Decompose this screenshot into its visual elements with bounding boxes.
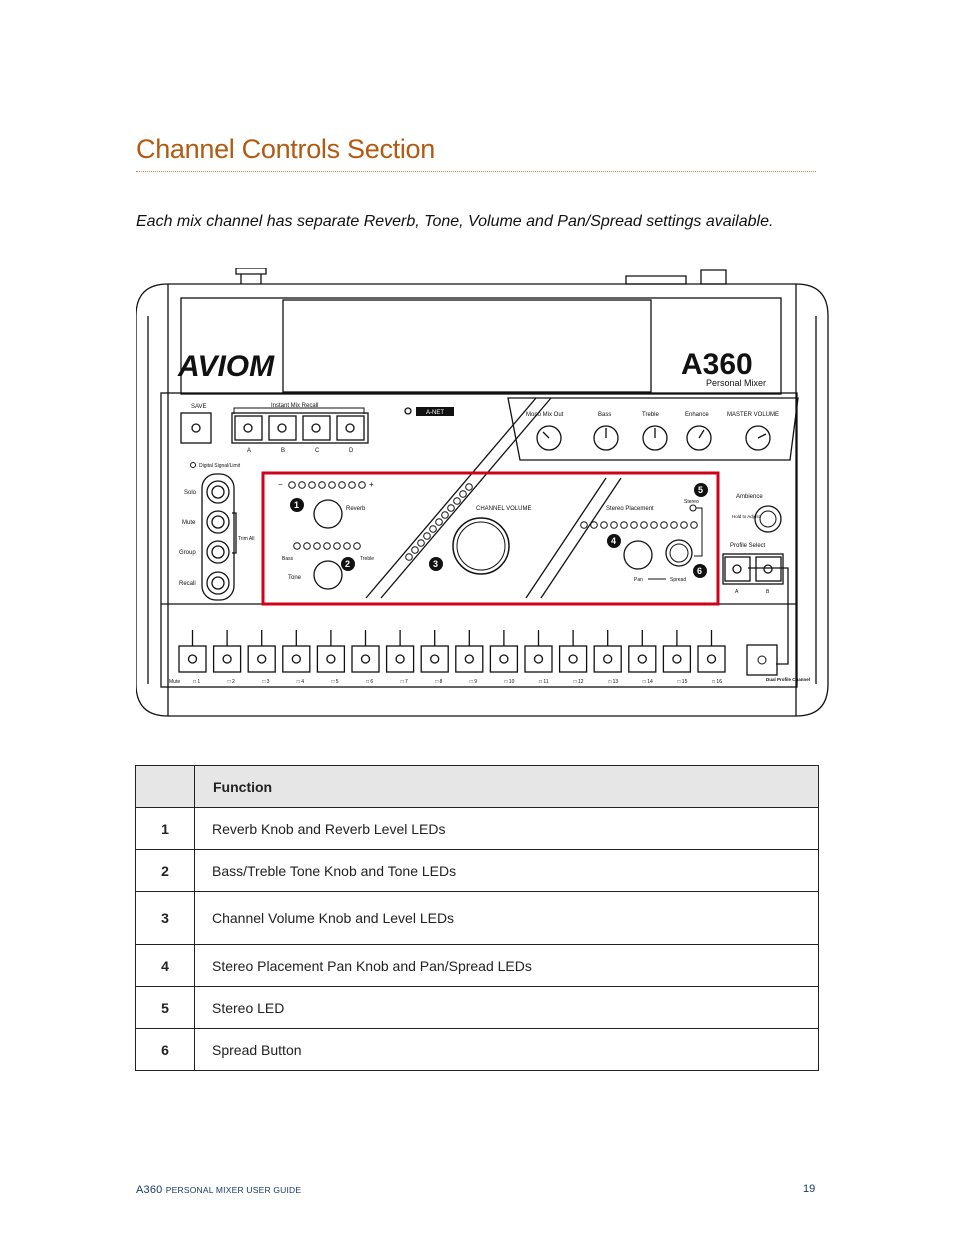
channel-number: □ 16 xyxy=(712,679,722,685)
channel-led xyxy=(189,655,197,663)
group-label: Group xyxy=(179,550,196,556)
row-function: Stereo Placement Pan Knob and Pan/Spread LEDs xyxy=(195,945,819,987)
a360-mixer-diagram xyxy=(136,268,830,720)
instant-mix-recall-label: Instant Mix Recall xyxy=(271,403,319,409)
svg-text:5: 5 xyxy=(698,485,704,495)
channel-button xyxy=(629,646,656,672)
reverb-label: Reverb xyxy=(346,506,366,512)
channel-led xyxy=(535,655,543,663)
channel-led xyxy=(362,655,370,663)
svg-text:−: − xyxy=(278,480,283,489)
row-number: 1 xyxy=(136,808,195,850)
pan-label: Pan xyxy=(634,577,643,583)
channel-button xyxy=(525,646,552,672)
footer-model: A360 xyxy=(136,1184,166,1196)
channel-led xyxy=(500,655,508,663)
anet-label: A-NET xyxy=(426,410,444,416)
recall-label: Recall xyxy=(179,581,196,587)
footer-guide-name: PERSONAL MIXER USER GUIDE xyxy=(165,1185,302,1195)
mix-d-label: D xyxy=(349,448,354,454)
master-volume-label: MASTER VOLUME xyxy=(727,412,780,418)
channel-led xyxy=(258,655,266,663)
svg-text:3: 3 xyxy=(433,559,439,569)
mute-row-label: Mute xyxy=(169,679,181,685)
channel-number: □ 2 xyxy=(227,679,235,685)
svg-text:4: 4 xyxy=(611,536,617,546)
footer-guide-title xyxy=(136,1184,301,1196)
channel-button xyxy=(214,646,241,672)
channel-number: □ 5 xyxy=(331,679,339,685)
channel-button xyxy=(490,646,517,672)
channel-number: □ 11 xyxy=(539,679,549,685)
row-function: Bass/Treble Tone Knob and Tone LEDs xyxy=(195,850,819,892)
channel-number: □ 9 xyxy=(469,679,478,685)
channel-led xyxy=(431,655,439,663)
channel-number: □ 8 xyxy=(435,679,443,685)
channel-volume-label: CHANNEL VOLUME xyxy=(476,506,532,512)
stereo-label: Stereo xyxy=(684,499,699,505)
channel-button xyxy=(456,646,483,672)
table-header-function: Function xyxy=(195,766,819,808)
channel-button xyxy=(387,646,414,672)
mix-c-label: C xyxy=(315,448,320,454)
channel-led xyxy=(292,655,300,663)
table-row xyxy=(136,987,819,1029)
channel-number: □ 12 xyxy=(573,679,584,685)
row-function: Spread Button xyxy=(195,1029,819,1071)
tone-label: Tone xyxy=(288,575,302,581)
mix-b-label: B xyxy=(281,448,286,454)
channel-number: □ 3 xyxy=(262,679,270,685)
ambience-label: Ambience xyxy=(736,494,763,500)
callout-1 xyxy=(290,498,304,512)
model-subtitle: Personal Mixer xyxy=(706,378,767,388)
mix-a-label: A xyxy=(247,448,252,454)
channel-number: □ 7 xyxy=(400,679,408,685)
channel-button xyxy=(698,646,725,672)
hold-to-adjust-label: Hold to Adjust xyxy=(732,514,760,519)
svg-text:2: 2 xyxy=(345,559,351,569)
channel-button xyxy=(663,646,690,672)
row-number: 4 xyxy=(136,945,195,987)
dual-profile-label: Dual Profile Channel xyxy=(766,677,811,682)
solo-label: Solo xyxy=(184,490,197,496)
channel-led xyxy=(673,655,681,663)
channel-button xyxy=(594,646,621,672)
channel-number: □ 1 xyxy=(193,679,201,685)
channel-led xyxy=(465,655,473,663)
save-label: SAVE xyxy=(191,404,207,410)
callout-4 xyxy=(607,534,621,548)
a360-logo: A360 xyxy=(681,348,753,381)
callout-3 xyxy=(429,557,443,571)
treble-top-label: Treble xyxy=(642,412,659,418)
channel-button xyxy=(283,646,310,672)
table-row xyxy=(136,892,819,945)
page-number: 19 xyxy=(803,1183,816,1195)
channel-number: □ 14 xyxy=(642,679,653,685)
table-header-number xyxy=(136,766,195,808)
channel-led xyxy=(327,655,335,663)
mono-mix-out-label: Mono Mix Out xyxy=(526,412,564,418)
function-table xyxy=(135,765,819,1071)
page-title: Channel Controls Section xyxy=(136,134,435,164)
trim-all-label: Trim All xyxy=(238,536,255,542)
table-row xyxy=(136,808,819,850)
table-row xyxy=(136,850,819,892)
mute-label: Mute xyxy=(182,520,196,526)
table-row xyxy=(136,945,819,987)
intro-text: Each mix channel has separate Reverb, Tone, Volume and Pan/Spread settings available. xyxy=(136,213,774,230)
channel-button xyxy=(317,646,344,672)
aviom-logo: AVIOM xyxy=(178,350,275,383)
title-rule xyxy=(136,171,816,172)
spread-label: Spread xyxy=(670,577,687,583)
channel-number: □ 10 xyxy=(504,679,515,685)
channel-number: □ 15 xyxy=(677,679,688,685)
row-function: Channel Volume Knob and Level LEDs xyxy=(195,892,819,945)
callout-6 xyxy=(693,564,707,578)
bass-top-label: Bass xyxy=(598,412,612,418)
row-number: 5 xyxy=(136,987,195,1029)
treble-label: Treble xyxy=(360,556,374,562)
channel-led xyxy=(223,655,231,663)
row-function: Stereo LED xyxy=(195,987,819,1029)
channel-controls-highlight xyxy=(263,473,718,604)
channel-number: □ 6 xyxy=(366,679,374,685)
row-number: 3 xyxy=(136,892,195,945)
channel-led xyxy=(569,655,577,663)
channel-number: □ 13 xyxy=(608,679,619,685)
channel-led xyxy=(604,655,612,663)
channel-button xyxy=(248,646,275,672)
callout-2 xyxy=(341,557,355,571)
svg-text:6: 6 xyxy=(697,566,703,576)
svg-text:+: + xyxy=(369,480,374,489)
channel-button xyxy=(421,646,448,672)
channel-led xyxy=(638,655,646,663)
channel-led xyxy=(708,655,716,663)
profile-b-label: B xyxy=(766,589,770,595)
row-function: Reverb Knob and Reverb Level LEDs xyxy=(195,808,819,850)
channel-button xyxy=(352,646,379,672)
channel-led xyxy=(396,655,404,663)
digital-signal-label: Digital Signal/Limit xyxy=(199,463,241,469)
callout-5 xyxy=(694,483,708,497)
profile-a-label: A xyxy=(735,589,739,595)
row-number: 6 xyxy=(136,1029,195,1071)
svg-text:1: 1 xyxy=(294,500,300,510)
channel-number: □ 4 xyxy=(296,679,305,685)
bass-label: Bass xyxy=(282,556,294,562)
enhance-label: Enhance xyxy=(685,412,709,418)
stereo-placement-label: Stereo Placement xyxy=(606,506,654,512)
row-number: 2 xyxy=(136,850,195,892)
profile-select-label: Profile Select xyxy=(730,543,766,549)
channel-button xyxy=(179,646,206,672)
channel-button xyxy=(560,646,587,672)
table-row xyxy=(136,1029,819,1071)
